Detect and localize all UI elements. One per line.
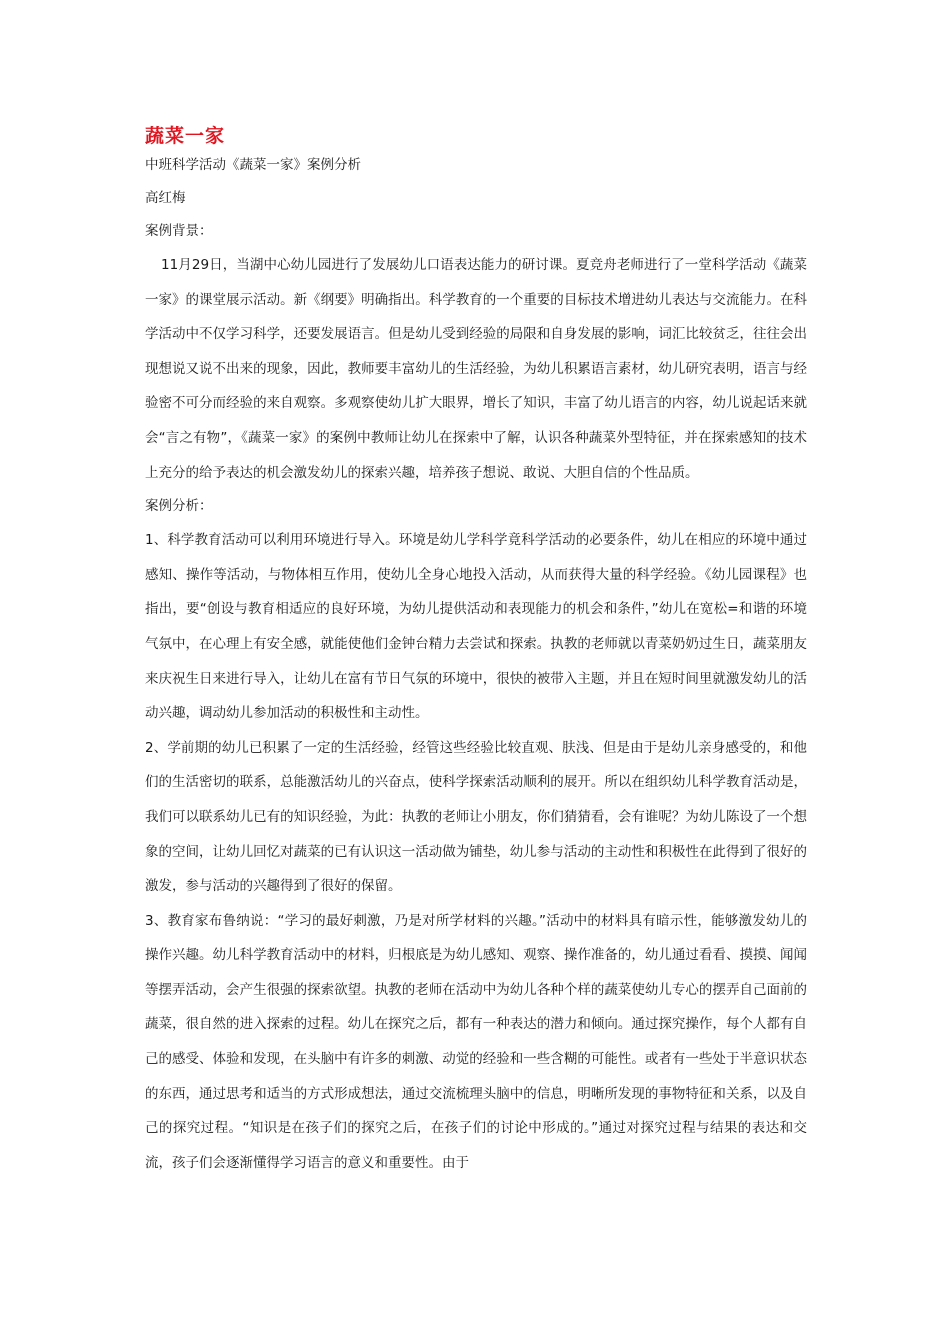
- document-title: 蔬菜一家: [145, 125, 226, 147]
- analysis-heading: 案例分析：: [145, 498, 213, 515]
- background-heading: 案例背景：: [145, 223, 213, 239]
- analysis-point-1: 1、科学教育活动可以利用环境进行导入。环境是幼儿学科学竟科学活动的必要条件，幼儿在相应的环境中通过感知、操作等活动，与物体相互作用，使幼儿全身心地投入活动，从而获得大量的科学经验。《幼儿园课程》也指出，要“创设与教育相适应的良好环境，为幼儿提供活动和表现能力的机会和条件，”幼儿在宽松=和谐的环境气氛中，在心理上有安全感，就能使他们金钟台精力去尝试和探索。执教的老师就以青菜奶奶过生日，蔬菜朋友来庆祝生日来进行导入，让幼儿在富有节日气氛的环境中，很快的被带入主题，并且在短时间里就激发幼儿的活动兴趣，调动幼儿参加活动的积极性和主动性。: [145, 532, 807, 722]
- analysis-point-2: 2、学前期的幼儿已积累了一定的生活经验，经管这些经验比较直观、肤浅、但是由于是幼儿亲身感受的，和他们的生活密切的联系，总能激活幼儿的兴奋点，使科学探索活动顺利的展开。所以在组织幼儿科学教育活动是，我们可以联系幼儿已有的知识经验，为此：执教的老师让小朋友，你们猜猜看，会有谁呢？为幼儿陈设了一个想象的空间，让幼儿回忆对蔬菜的已有认识这一活动做为铺垫，幼儿参与活动的主动性和积极性在此得到了很好的激发，参与活动的兴趣得到了很好的保留。: [145, 739, 807, 895]
- document-subtitle: 中班科学活动《蔬菜一家》案例分析: [145, 157, 361, 173]
- author-name: 高红梅: [145, 190, 186, 206]
- document-page: [145, 122, 807, 1180]
- analysis-point-3: 3、教育家布鲁纳说：“学习的最好刺激，乃是对所学材料的兴趣。”活动中的材料具有暗示性，能够激发幼儿的操作兴趣。幼儿科学教育活动中的材料，归根底是为幼儿感知、观察、操作准备的，幼儿通过看看、摸摸、闻闻等摆弄活动，会产生很强的探索欲望。执教的老师在活动中为幼儿各种个样的蔬菜使幼儿专心的摆弄自己面前的蔬菜，很自然的进入探索的过程。幼儿在探究之后，都有一种表达的潜力和倾向。通过探究操作，每个人都有自己的感受、体验和发现，在头脑中有许多的刺激、动觉的经验和一些含糊的可能性。或者有一些处于半意识状态的东西，通过思考和适当的方式形成想法，通过交流梳理头脑中的信息，明晰所发现的事物特征和关系，以及自己的探究过程。“知识是在孩子们的探究之后，在孩子们的讨论中形成的。”通过对探究过程与结果的表达和交流，孩子们会逐渐懂得学习语言的意义和重要性。由于: [145, 912, 807, 1171]
- background-paragraph: 11月29日，当湖中心幼儿园进行了发展幼儿口语表达能力的研讨课。夏竞舟老师进行了一堂科学活动《蔬菜一家》的课堂展示活动。新《纲要》明确指出。科学教育的一个重要的目标技术增进幼儿表达与交流能力。在科学活动中不仅学习科学，还要发展语言。但是幼儿受到经验的局限和自身发展的影响，词汇比较贫乏，往往会出现想说又说不出来的现象，因此，教师要丰富幼儿的生活经验，为幼儿积累语言素材，幼儿研究表明，语言与经验密不可分而经验的来自观察。多观察使幼儿扩大眼界，增长了知识，丰富了幼儿语言的内容，幼儿说起话来就会“言之有物”，《蔬菜一家》的案例中教师让幼儿在探索中了解，认识各种蔬菜外型特征，并在探索感知的技术上充分的给予表达的机会激发幼儿的探索兴趣，培养孩子想说、敢说、大胆自信的个性品质。: [145, 257, 807, 481]
